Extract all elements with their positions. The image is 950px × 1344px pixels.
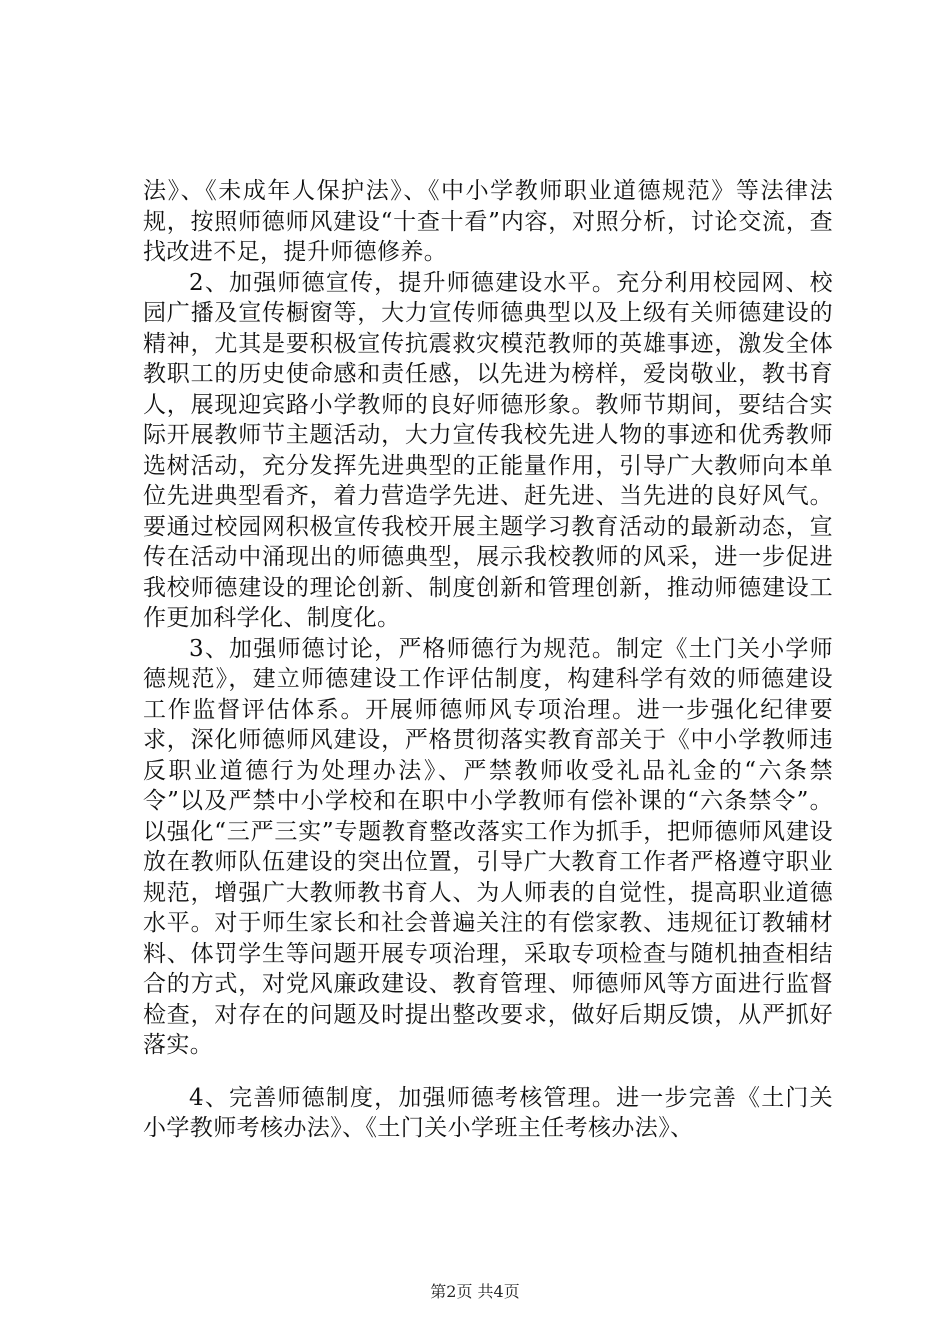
paragraph-2-publicity: 2、加强师德宣传，提升师德建设水平。充分利用校园网、校园广播及宣传橱窗等，大力宣传师德典型以及上级有关师德建设的精神，尤其是要积极宣传抗震救灾模范教师的英雄事迹，激发全体教职工的历史使命感和责任感，以先进为榜样，爱岗敬业，教书育人，展现迎宾路小学教师的良好师德形象。教师节期间，要结合实际开展教师节主题活动，大力宣传我校先进人物的事迹和优秀教师选树活动，充分发挥先进典型的正能量作用，引导广大教师向本单位先进典型看齐，着力营造学先进、赶先进、当先进的良好风气。要通过校园网积极宣传我校开展主题学习教育活动的最新动态，宣传在活动中涌现出的师德典型，展示我校教师的风采，进一步促进我校师德建设的理论创新、制度创新和管理创新，推动师德建设工作更加科学化、制度化。 <box>143 269 833 631</box>
document-body <box>143 176 833 1144</box>
paragraph-continuation: 法》、《未成年人保护法》、《中小学教师职业道德规范》等法律法规，按照师德师风建设“十查十看”内容，对照分析，讨论交流，查找改进不足，提升师德修养。 <box>143 178 833 265</box>
page-number-footer: 第2页 共4页 <box>430 1282 520 1301</box>
paragraph-4-system: 4、完善师德制度，加强师德考核管理。进一步完善《土门关小学教师考核办法》、《土门关小学班主任考核办法》、 <box>143 1084 833 1141</box>
paragraph-3-discussion: 3、加强师德讨论，严格师德行为规范。制定《土门关小学师德规范》，建立师德建设工作评估制度，构建科学有效的师德建设工作监督评估体系。开展师德师风专项治理。进一步强化纪律要求，深化师德师风建设，严格贯彻落实教育部关于《中小学教师违反职业道德行为处理办法》、严禁教师收受礼品礼金的“六条禁令”以及严禁中小学校和在职中小学教师有偿补课的“六条禁令”。以强化“三严三实”专题教育整改落实工作为抓手，把师德师风建设放在教师队伍建设的突出位置，引导广大教育工作者严格遵守职业规范，增强广大教师教书育人、为人师表的自觉性，提高职业道德水平。对于师生家长和社会普遍关注的有偿家教、违规征订教辅材料、体罚学生等问题开展专项治理，采取专项检查与随机抽查相结合的方式，对党风廉政建设、教育管理、师德师风等方面进行监督检查，对存在的问题及时提出整改要求，做好后期反馈，从严抓好落实。 <box>143 635 833 1058</box>
